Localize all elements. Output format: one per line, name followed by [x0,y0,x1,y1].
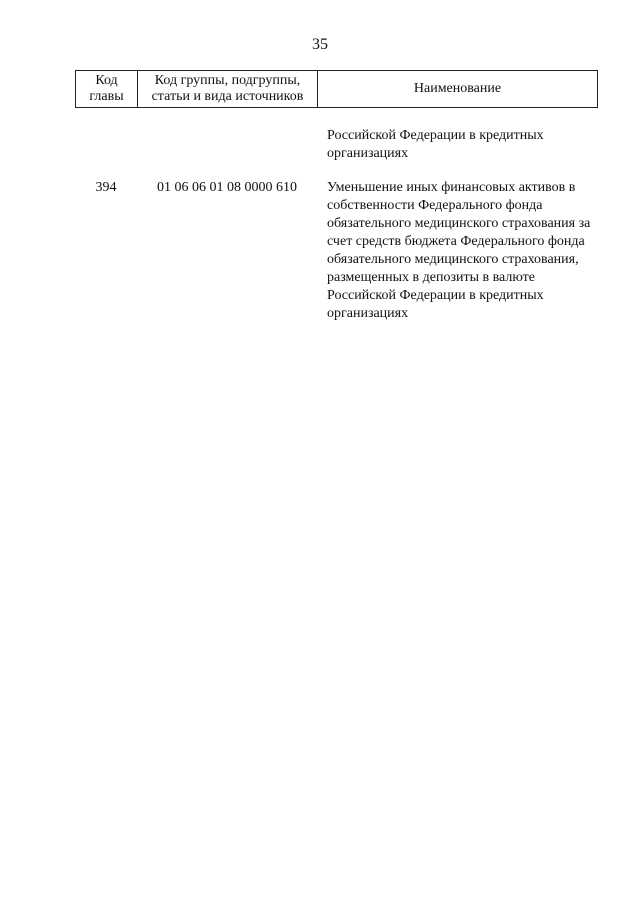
header-name: Наименование [318,71,598,108]
header-row [76,71,598,108]
cell-chapter: 394 [95,180,117,195]
cell-name: Уменьшение иных финансовых активов в собственности Федерального фонда обязательного медицинского страхования за счет средств бюджета Федерального фонда обязательного медицинского страхования, размещенных в депозиты в валюте Российской Федерации в кредитных организациях [327,180,591,321]
cell-code: 01 06 06 01 08 0000 610 [157,180,297,195]
header-chapter-code: Код главы [76,71,138,108]
header-group-code: Код группы, подгруппы, статьи и вида источников [138,71,318,108]
page-number: 35 [312,36,328,53]
cell-name: Российской Федерации в кредитных организациях [327,128,544,161]
table-header [75,70,598,108]
